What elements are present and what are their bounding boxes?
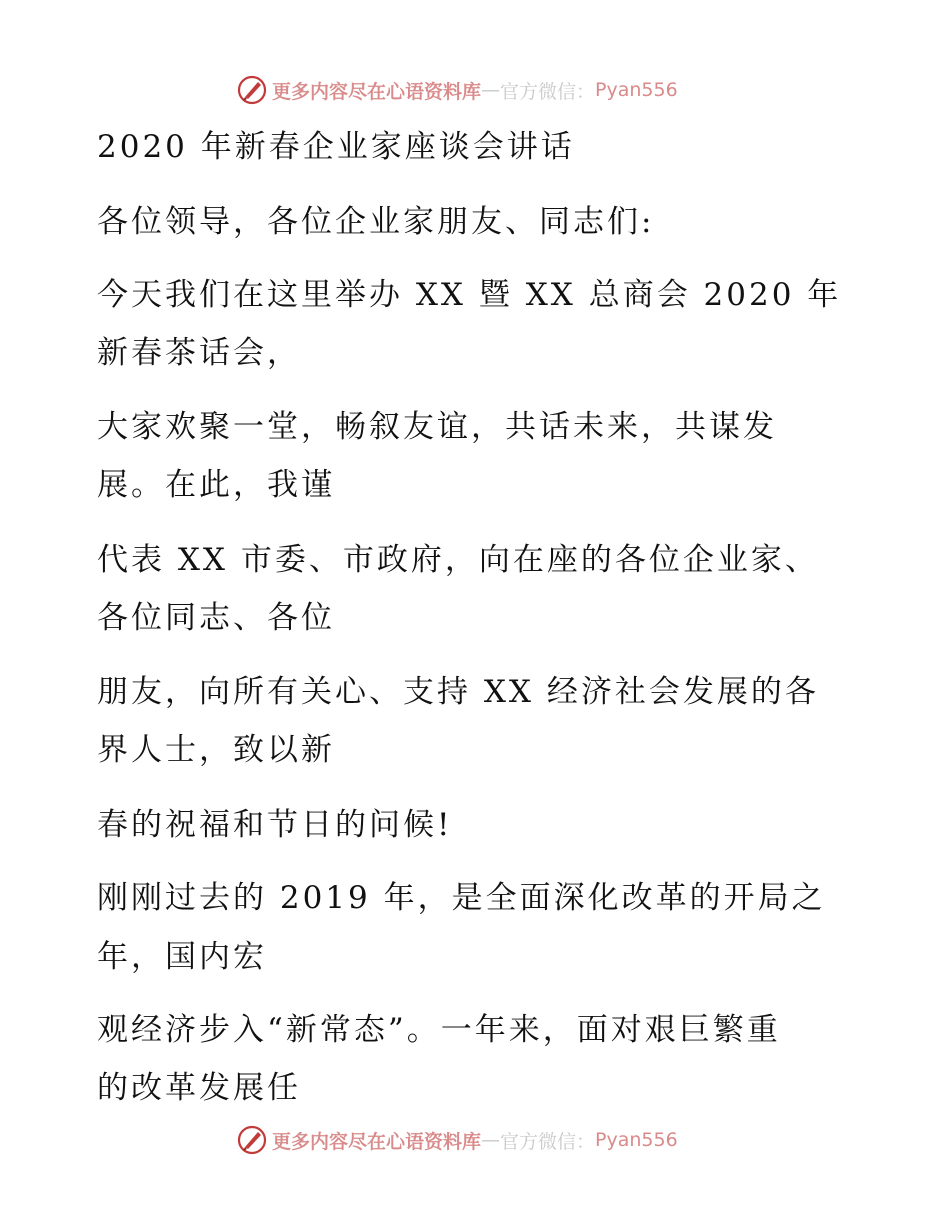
paragraph-line: 各位领导，各位企业家朋友、同志们: [97, 204, 655, 240]
paragraph-line: 新春茶话会， [97, 335, 301, 371]
banner-wechat-id: Pyan556 [595, 1129, 678, 1151]
banner-dash: — [481, 79, 501, 101]
paragraph-line: 年，国内宏 [97, 939, 267, 975]
banner-brand-text: 更多内容尽在心语资料库 [272, 80, 482, 103]
paragraph-line: 大家欢聚一堂，畅叙友谊，共话未来，共谋发 [97, 409, 777, 445]
paragraph-line: 朋友，向所有关心、支持 XX 经济社会发展的各 [97, 674, 819, 710]
header-banner [236, 72, 678, 108]
paragraph-line: 各位同志、各位 [97, 600, 335, 636]
document-title: 2020 年新春企业家座谈会讲话 [97, 129, 575, 165]
paragraph-line: 今天我们在这里举办 XX 暨 XX 总商会 2020 年 [97, 277, 842, 313]
paragraph-line: 的改革发展任 [97, 1070, 301, 1106]
banner-dash: — [481, 1129, 501, 1151]
banner-wechat-label: 官方微信： [500, 80, 596, 103]
paragraph-line: 观经济步入“新常态”。一年来，面对艰巨繁重 [97, 1012, 781, 1048]
quill-pen-logo-icon [236, 74, 268, 106]
paragraph-line: 刚刚过去的 2019 年，是全面深化改革的开局之 [97, 880, 826, 916]
banner-brand-text: 更多内容尽在心语资料库 [272, 1130, 482, 1153]
footer-banner [236, 1122, 678, 1158]
banner-wechat-label: 官方微信： [500, 1130, 596, 1153]
paragraph-line: 春的祝福和节日的问候! [97, 807, 453, 843]
paragraph-line: 展。在此，我谨 [97, 467, 335, 503]
paragraph-line: 界人士，致以新 [97, 732, 335, 768]
paragraph-line: 代表 XX 市委、市政府，向在座的各位企业家、 [97, 542, 819, 578]
quill-pen-logo-icon [236, 1124, 268, 1156]
banner-wechat-id: Pyan556 [595, 79, 678, 101]
